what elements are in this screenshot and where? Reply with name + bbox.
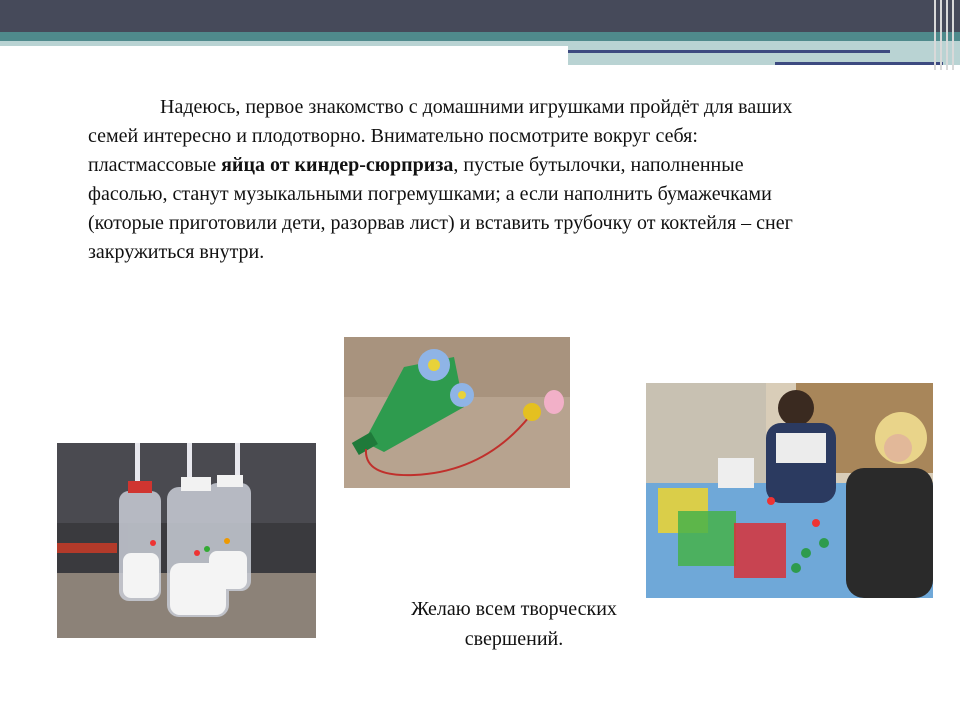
header-light-band [0, 41, 570, 46]
header-accent-line-short [775, 62, 943, 65]
photo-bottle-flower-toy [344, 337, 570, 488]
photo-women-crafting [646, 383, 933, 598]
caption-line-2: свершений. [464, 628, 564, 650]
header-teal-band [0, 32, 960, 41]
header-stripes [932, 0, 960, 70]
paragraph-text-1: Надеюсь, первое знакомство с домашними игрушками пройдёт для ваших семей интересно и плодотворно. Внимательно посмотрите вокруг себя: пластмассовые [88, 96, 793, 176]
header-accent-line [568, 50, 890, 53]
header-dark-band [0, 0, 960, 32]
main-paragraph [88, 93, 828, 267]
photo-bottle-rattles [57, 443, 316, 638]
closing-caption [380, 594, 648, 654]
paragraph-bold-text: яйца от киндер-сюрприза [221, 154, 454, 176]
paragraph-text-2: , пустые бутылочки, наполненные фасолью, станут музыкальными погремушками; а если наполнить бумажечками (которые приготовили дети, разорвав лист) и вставить трубочку от коктейля – снег закружиться внутри. [88, 154, 793, 263]
caption-line-1: Желаю всем творческих [411, 598, 617, 620]
